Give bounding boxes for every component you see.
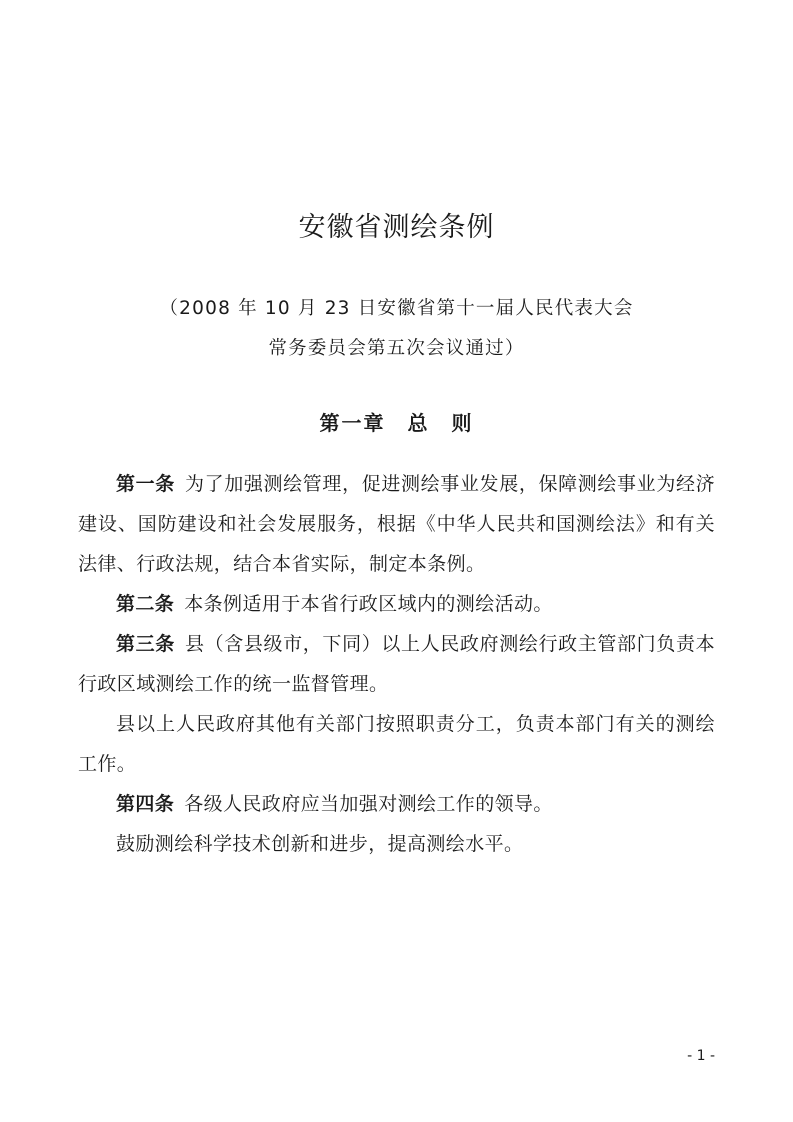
promulgation-note — [78, 244, 715, 369]
promulgation-line-2: 常务委员会第五次会议通过） — [268, 338, 525, 359]
page-number: - 1 - — [687, 1048, 715, 1064]
page-title: 安徽省测绘条例 — [298, 212, 495, 243]
article-text: 为了加强测绘管理，促进测绘事业发展，保障测绘事业为经济建设、国防建设和社会发展服务，根据《中华人民共和国测绘法》和有关法律、行政法规，结合本省实际，制定本条例。 — [78, 473, 716, 575]
document-body — [78, 436, 715, 864]
article-text: 本条例适用于本省行政区域内的测绘活动。 — [184, 593, 553, 615]
chapter-heading: 第一章 总 则 — [319, 411, 474, 435]
article-text: 鼓励测绘科学技术创新和进步，提高测绘水平。 — [116, 833, 524, 855]
promulgation-line-1: （2008 年 10 月 23 日安徽省第十一届人民代表大会 — [159, 298, 634, 319]
article-label: 第二条 — [116, 593, 175, 615]
article-paragraph — [78, 584, 715, 624]
article-text: 各级人民政府应当加强对测绘工作的领导。 — [184, 793, 553, 815]
article-label: 第一条 — [116, 473, 175, 495]
article-text: 县（含县级市，下同）以上人民政府测绘行政主管部门负责本行政区域测绘工作的统一监督管理。 — [78, 633, 716, 695]
article-label: 第四条 — [116, 793, 175, 815]
article-text: 县以上人民政府其他有关部门按照职责分工，负责本部门有关的测绘工作。 — [78, 713, 715, 775]
article-paragraph — [78, 624, 715, 704]
article-paragraph — [78, 784, 715, 824]
article-paragraph — [78, 464, 715, 584]
article-label: 第三条 — [116, 633, 175, 655]
article-paragraph — [78, 704, 715, 784]
article-paragraph — [78, 824, 715, 864]
